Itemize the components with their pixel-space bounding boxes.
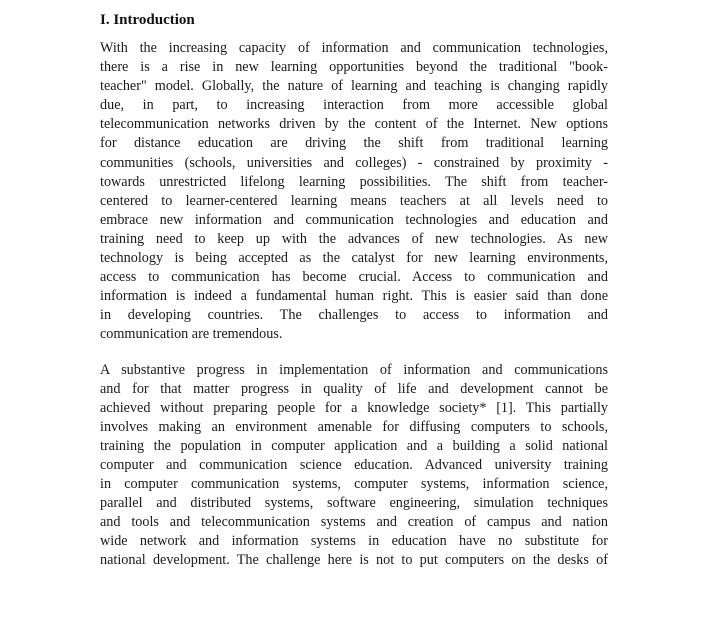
paragraph-line: technology is being accepted as the catalyst for new learning environments, — [100, 250, 608, 267]
paragraph-line: A substantive progress in implementation of information and communications — [100, 361, 608, 378]
paragraph-line: computer and communication science education. Advanced university training — [100, 456, 608, 473]
paragraph-line: teacher" model. Globally, the nature of learning and teaching is changing rapidly — [100, 78, 608, 95]
paragraph-line: in computer communication systems, computer systems, information science, — [100, 476, 608, 493]
paragraph-line: embrace new information and communication technologies and education and — [100, 211, 608, 228]
paragraph-line: telecommunication networks driven by the content of the Internet. New options — [100, 116, 608, 133]
paragraph-line: access to communication has become crucial. Access to communication and — [100, 269, 608, 286]
paragraph-line: centered to learner-centered learning means teachers at all levels need to — [100, 192, 608, 209]
paragraph-line: communication are tremendous. — [100, 326, 283, 343]
paragraph-line: towards unrestricted lifelong learning possibilities. The shift from teacher- — [100, 173, 608, 190]
paragraph-line: parallel and distributed systems, software engineering, simulation techniques — [100, 495, 608, 512]
paragraph-line: training need to keep up with the advances of new technologies. As new — [100, 230, 608, 247]
paragraph-line: wide network and information systems in education have no substitute for — [100, 533, 608, 550]
paragraph-line: training the population in computer application and a building a solid national — [100, 437, 608, 454]
paragraph-line: in developing countries. The challenges to access to information and — [100, 307, 608, 324]
paragraph-line: for distance education are driving the shift from traditional learning — [100, 135, 608, 152]
paragraph-line: there is a rise in new learning opportunities beyond the traditional "book- — [100, 59, 608, 76]
paragraph-line: and for that matter progress in quality of life and development cannot be — [100, 380, 608, 397]
paragraph-1 — [100, 39, 608, 345]
paragraph-line: information is indeed a fundamental human right. This is easier said than done — [100, 288, 608, 305]
paragraph-line: achieved without preparing people for a knowledge society* [1]. This partially — [100, 399, 608, 416]
paragraph-line: due, in part, to increasing interaction from more accessible global — [100, 97, 608, 114]
paragraph-2 — [100, 361, 608, 571]
paragraph-line: and tools and telecommunication systems and creation of campus and nation — [100, 514, 608, 531]
paragraph-line: involves making an environment amenable for diffusing computers to schools, — [100, 418, 608, 435]
paragraph-line: With the increasing capacity of information and communication technologies, — [100, 40, 608, 56]
section-heading: I. Introduction — [100, 12, 195, 28]
paragraph-line: national development. The challenge here is not to put computers on the desks of — [100, 552, 608, 569]
document-page — [100, 10, 608, 587]
paragraph-line: communities (schools, universities and colleges) - constrained by proximity - — [100, 154, 608, 171]
